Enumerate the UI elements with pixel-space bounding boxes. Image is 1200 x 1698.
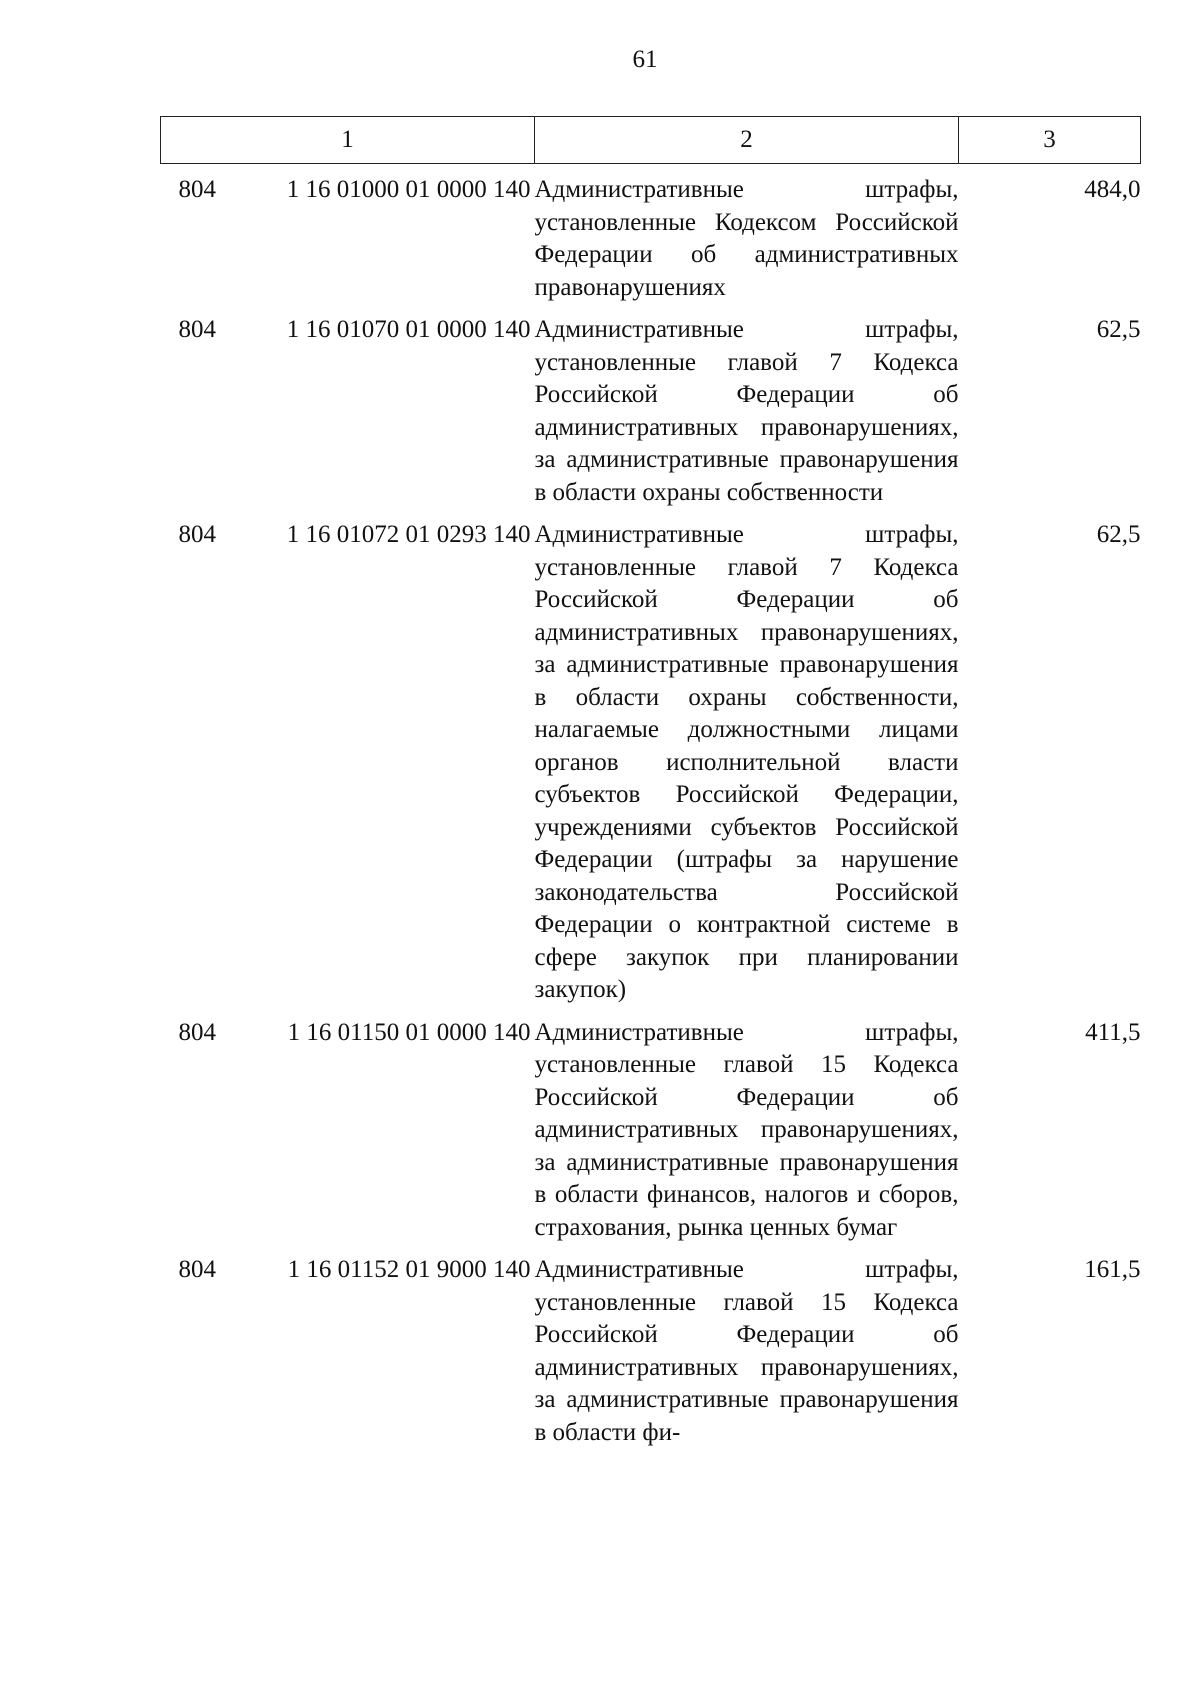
amount: 161,5: [1084, 1256, 1141, 1283]
table-header-row: [161, 117, 1141, 164]
revenue-description: Административные штрафы, установленные Кодексом Российской Федерации об административных правонарушениях: [534, 176, 959, 301]
budget-classification-code: 1 16 01000 01 0000 140: [286, 176, 531, 203]
code-cell: [161, 519, 535, 1017]
code-cell: [161, 1254, 535, 1459]
code-cell: [161, 1017, 535, 1255]
amount: 411,5: [1085, 1018, 1141, 1046]
revenue-description: Административные штрафы, установленные главой 7 Кодекса Российской Федерации об административных правонарушениях, за административные правонарушения в области охраны собственности, налагаемые должностными лицами органов исполнительной власти субъектов Российской Федерации, учреждениями субъектов Российской Федерации (штрафы за нарушение законодательства Российской Федерации о контрактной системе в сфере закупок при планировании закупок): [534, 521, 959, 1003]
administrator-code: 804: [178, 316, 216, 343]
amount: 62,5: [1096, 316, 1141, 343]
amount: 62,5: [1096, 521, 1141, 548]
budget-classification-code: 1 16 01150 01 0000 140: [287, 1018, 531, 1046]
revenue-description: Административные штрафы, установленные главой 7 Кодекса Российской Федерации об административных правонарушениях, за административные правонарушения в области охраны собственности: [534, 316, 959, 506]
administrator-code: 804: [178, 176, 216, 203]
budget-classification-code: 1 16 01072 01 0293 140: [286, 521, 531, 548]
budget-classification-code: 1 16 01070 01 0000 140: [286, 316, 531, 343]
table-row: [161, 519, 1141, 1017]
budget-classification-code: 1 16 01152 01 9000 140: [287, 1256, 531, 1283]
column-header-3: 3: [959, 117, 1141, 164]
page-number: 61: [632, 46, 658, 73]
revenue-description: Административные штрафы, установленные главой 15 Кодекса Российской Федерации об административных правонарушениях, за административные правонарушения в области финансов, налогов и сборов, страхования, рынка ценных бумаг: [534, 1018, 959, 1241]
administrator-code: 804: [178, 1256, 216, 1283]
code-cell: [161, 164, 535, 315]
amount: 484,0: [1084, 176, 1141, 203]
administrator-code: 804: [178, 1018, 216, 1046]
table-row: [161, 1254, 1141, 1459]
revenue-description: Административные штрафы, установленные главой 15 Кодекса Российской Федерации об административных правонарушениях, за административные правонарушения в области фи-: [534, 1256, 959, 1446]
administrator-code: 804: [178, 521, 216, 548]
table-row: [161, 314, 1141, 519]
column-header-1: 1: [161, 117, 535, 164]
code-cell: [161, 314, 535, 519]
column-header-2: 2: [535, 117, 959, 164]
revenue-table: [160, 116, 1141, 1459]
table-row: [161, 1017, 1141, 1255]
table-row: [161, 164, 1141, 315]
